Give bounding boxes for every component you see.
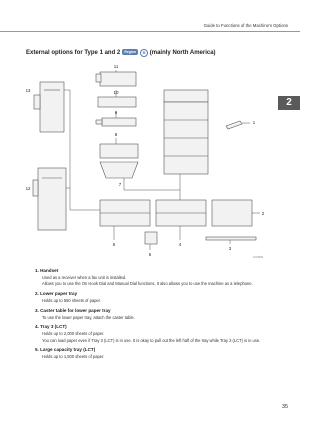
handset	[226, 121, 242, 129]
callout-6: 6	[112, 242, 116, 247]
section-title-prefix: External options for Type 1 and 2	[26, 50, 121, 56]
list-item	[35, 308, 280, 321]
callout-11: 11	[113, 64, 119, 69]
item-desc: Used as a receiver when a fax unit is installed.	[42, 275, 127, 280]
options-diagram	[25, 60, 270, 260]
item-title: 4. Tray 3 (LCT)	[35, 324, 67, 330]
option-8-unit	[100, 144, 138, 158]
item-title: 1. Handset	[35, 268, 59, 273]
callout-3: 3	[228, 246, 232, 251]
chapter-tab: 2	[278, 96, 300, 110]
item-title: 5. Large capacity tray (LCT)	[35, 347, 96, 353]
main-machine-scanner	[164, 90, 208, 102]
callout-1: 1	[252, 120, 256, 125]
header-divider	[0, 31, 300, 32]
item-desc: Allows you to use the On Hook Dial and Manual Dial functions. It also allows you to use the machine as a telephone.	[42, 281, 253, 287]
callout-5: 5	[148, 252, 152, 257]
item-desc: You can load paper even if Tray 3 (LCT) is in use. It is okay to pull out the left half of the tray while Tray 3 (LCT) is in use.	[42, 337, 261, 343]
list-item	[35, 268, 280, 287]
lct-unit	[212, 200, 252, 226]
option-7-tray	[100, 162, 138, 178]
list-item	[35, 347, 280, 360]
finisher-lower	[38, 168, 66, 230]
caster-table	[206, 237, 256, 240]
figure-code: CUV003	[253, 256, 263, 259]
option-5-box	[145, 232, 157, 244]
running-header: Guide to Functions of the Machine's Options	[203, 23, 288, 28]
item-title: 2. Lower paper tray	[35, 290, 78, 296]
callout-13: 13	[25, 88, 31, 93]
section-title-suffix: (mainly North America)	[149, 50, 216, 56]
option-10-unit	[98, 97, 136, 107]
item-desc: Holds up to 1,500 sheets of paper.	[42, 354, 105, 360]
item-desc: Holds up to 2,000 sheets of paper.	[42, 331, 105, 337]
callout-4: 4	[178, 242, 182, 247]
options-list	[35, 268, 280, 364]
callout-8: 8	[114, 132, 118, 137]
option-11-unit	[100, 72, 136, 86]
finisher-upper	[40, 82, 64, 132]
item-desc: To use the lower paper tray, attach the caster table.	[42, 314, 135, 320]
callout-10: 10	[113, 90, 119, 95]
list-item	[35, 324, 280, 343]
section-title	[26, 49, 216, 57]
callout-12: 12	[25, 186, 31, 191]
callout-7: 7	[118, 182, 122, 187]
page-number: 35	[282, 404, 288, 410]
item-title: 3. Caster table for lower paper tray	[35, 307, 111, 313]
callout-9: 9	[114, 110, 118, 115]
region-letter: B	[140, 49, 148, 57]
region-badge: Region	[122, 49, 139, 54]
item-desc: Holds up to 550 sheets of paper.	[42, 297, 101, 303]
option-9-unit	[102, 118, 136, 126]
list-item	[35, 291, 280, 304]
callout-2: 2	[261, 211, 265, 216]
